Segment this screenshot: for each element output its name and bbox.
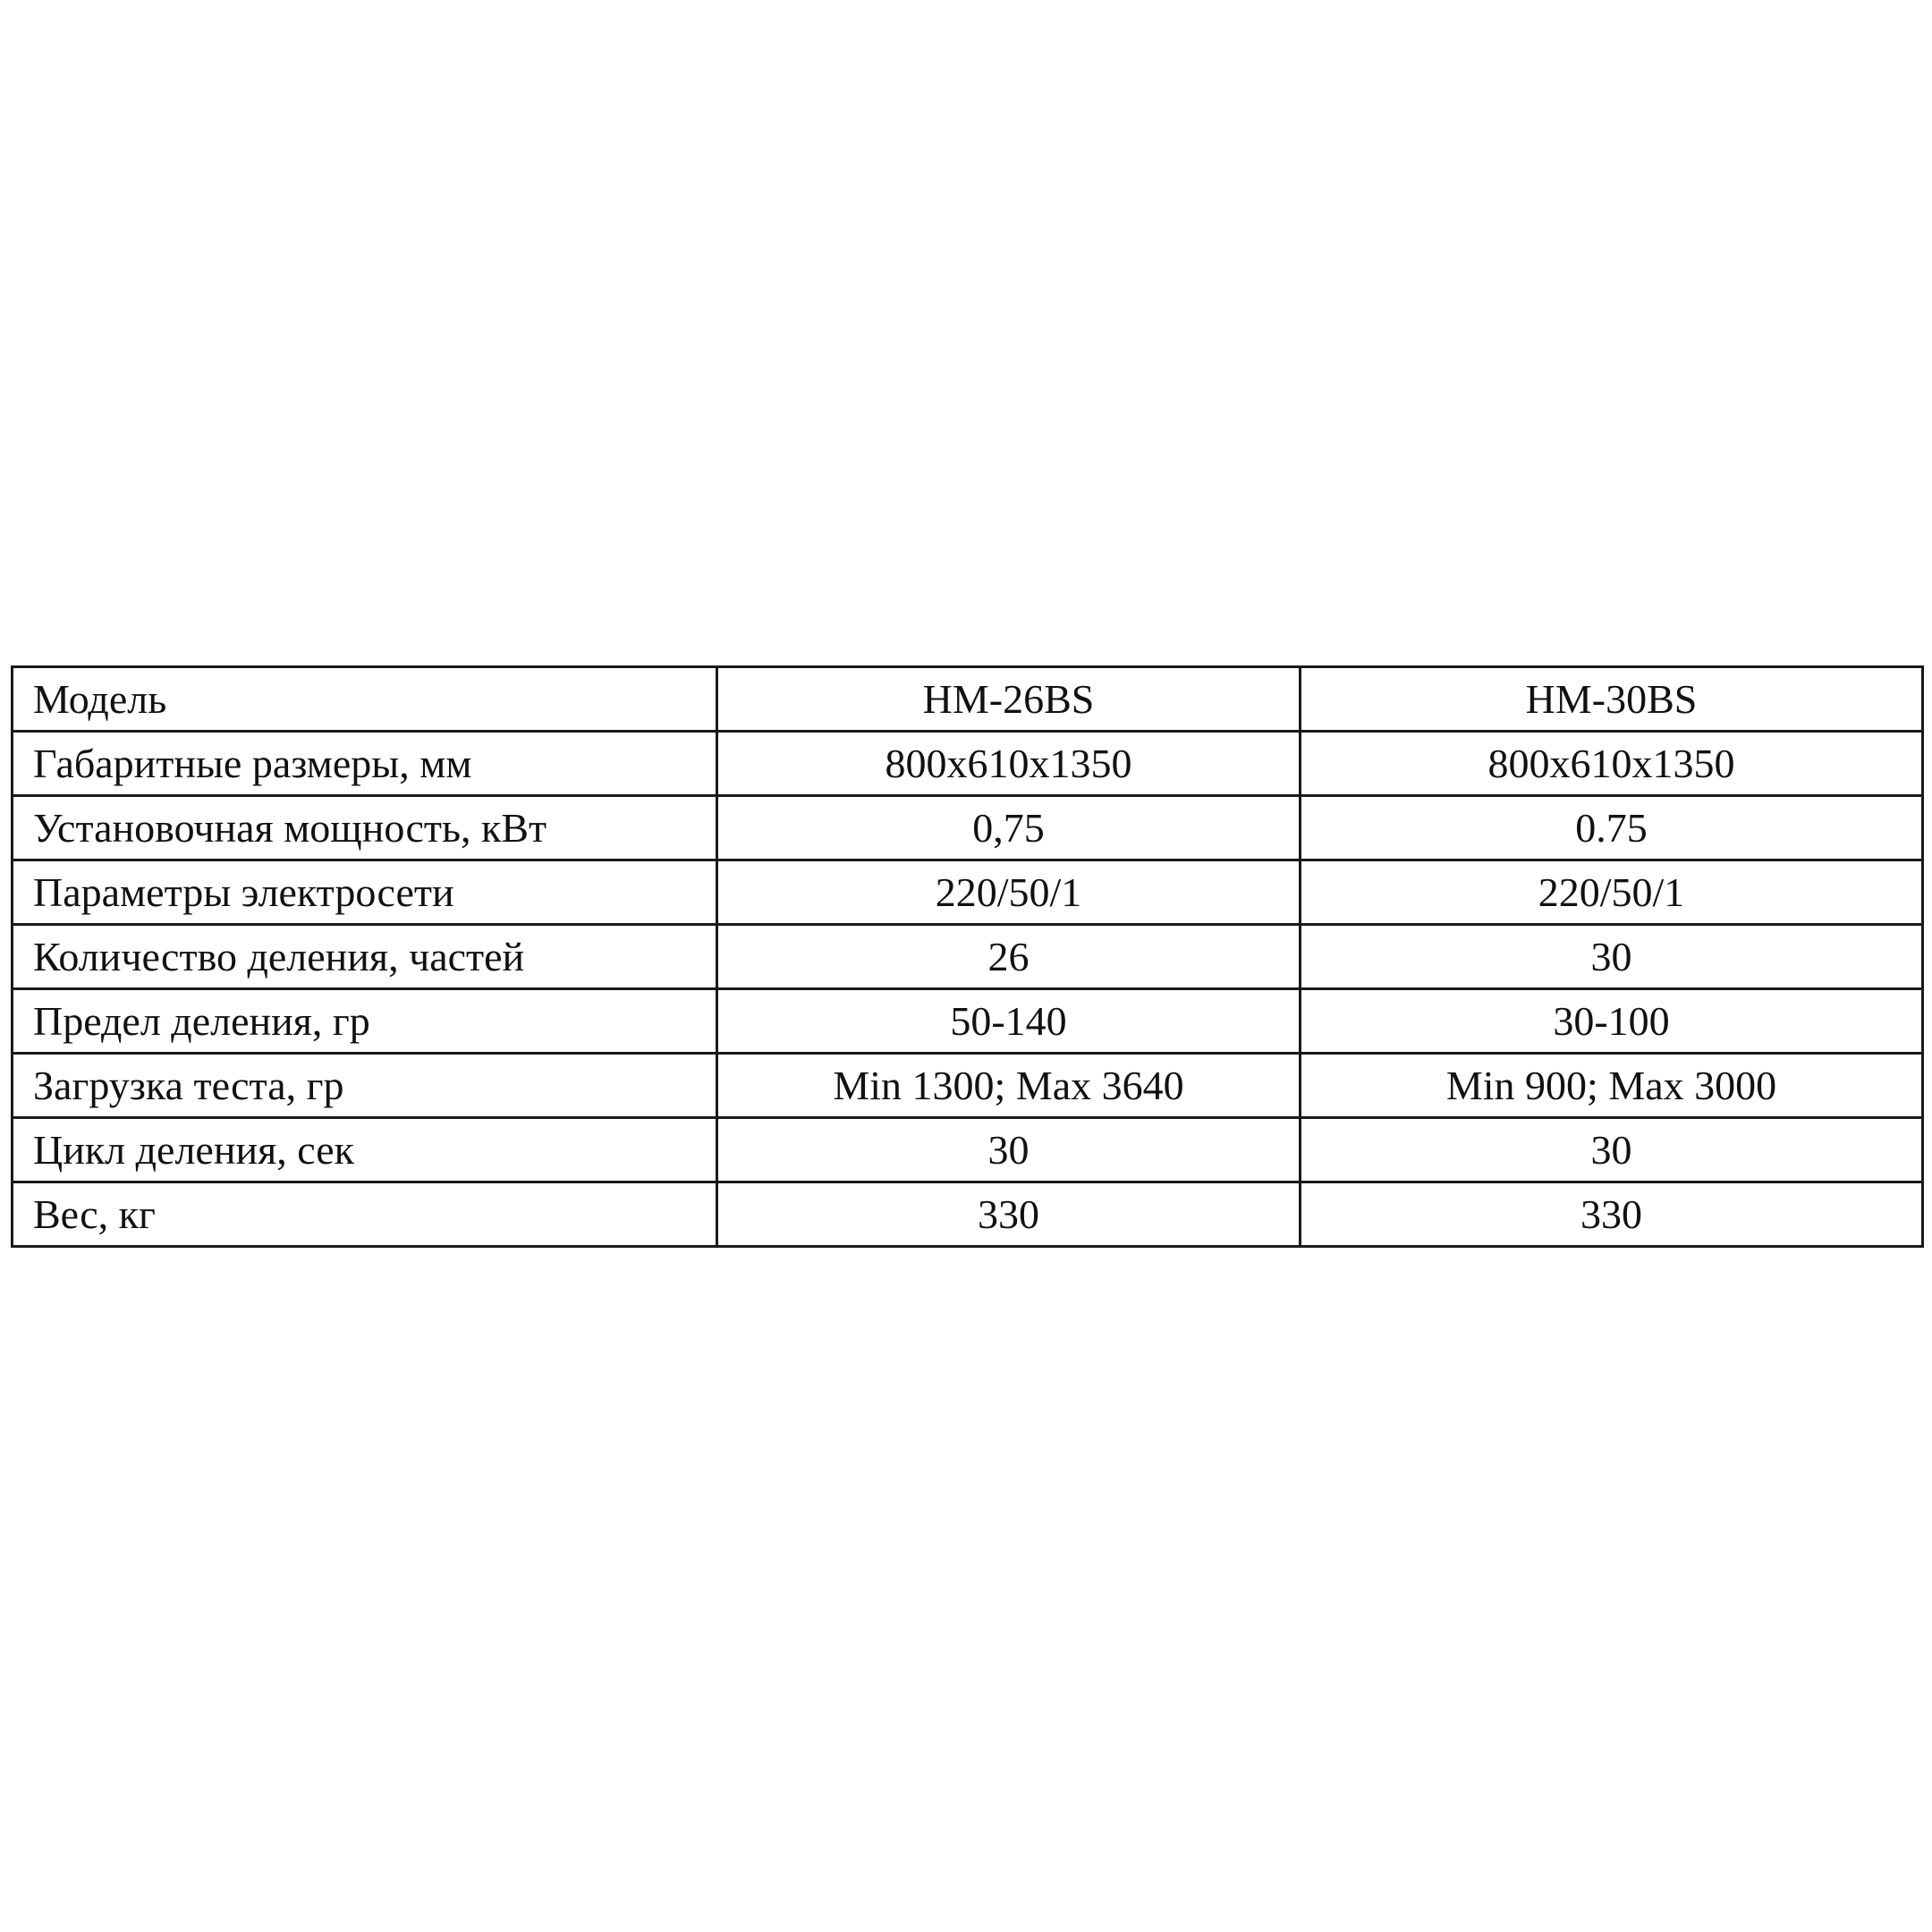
row-label-cell: Количество деления, частей <box>13 925 717 989</box>
row-label-cell: Загрузка теста, гр <box>13 1054 717 1118</box>
table-row <box>13 1182 1923 1247</box>
value-cell: 220/50/1 <box>717 860 1301 925</box>
value-cell: 26 <box>717 925 1301 989</box>
value-cell: 30-100 <box>1301 989 1923 1054</box>
table-row <box>13 1118 1923 1182</box>
value-cell: 30 <box>1301 1118 1923 1182</box>
value-cell: 30 <box>1301 925 1923 989</box>
row-label-cell: Вес, кг <box>13 1182 717 1247</box>
row-label-cell: Предел деления, гр <box>13 989 717 1054</box>
table-row <box>13 860 1923 925</box>
value-cell: 50-140 <box>717 989 1301 1054</box>
table-row <box>13 1054 1923 1118</box>
model-header-cell: HM-26BS <box>717 667 1301 732</box>
row-label-cell: Установочная мощность, кВт <box>13 796 717 860</box>
value-cell: 30 <box>717 1118 1301 1182</box>
header-label-cell: Модель <box>13 667 717 732</box>
table-row <box>13 732 1923 796</box>
row-label-cell: Цикл деления, сек <box>13 1118 717 1182</box>
value-cell: 0,75 <box>717 796 1301 860</box>
table-row <box>13 989 1923 1054</box>
value-cell: 330 <box>1301 1182 1923 1247</box>
model-header-cell: HM-30BS <box>1301 667 1923 732</box>
value-cell: 0.75 <box>1301 796 1923 860</box>
value-cell: 330 <box>717 1182 1301 1247</box>
table-header-row <box>13 667 1923 732</box>
value-cell: 220/50/1 <box>1301 860 1923 925</box>
row-label-cell: Параметры электросети <box>13 860 717 925</box>
value-cell: Min 1300; Max 3640 <box>717 1054 1301 1118</box>
value-cell: Min 900; Max 3000 <box>1301 1054 1923 1118</box>
value-cell: 800x610x1350 <box>717 732 1301 796</box>
value-cell: 800x610x1350 <box>1301 732 1923 796</box>
table-row <box>13 925 1923 989</box>
row-label-cell: Габаритные размеры, мм <box>13 732 717 796</box>
table-row <box>13 796 1923 860</box>
specs-table <box>11 665 1924 1248</box>
